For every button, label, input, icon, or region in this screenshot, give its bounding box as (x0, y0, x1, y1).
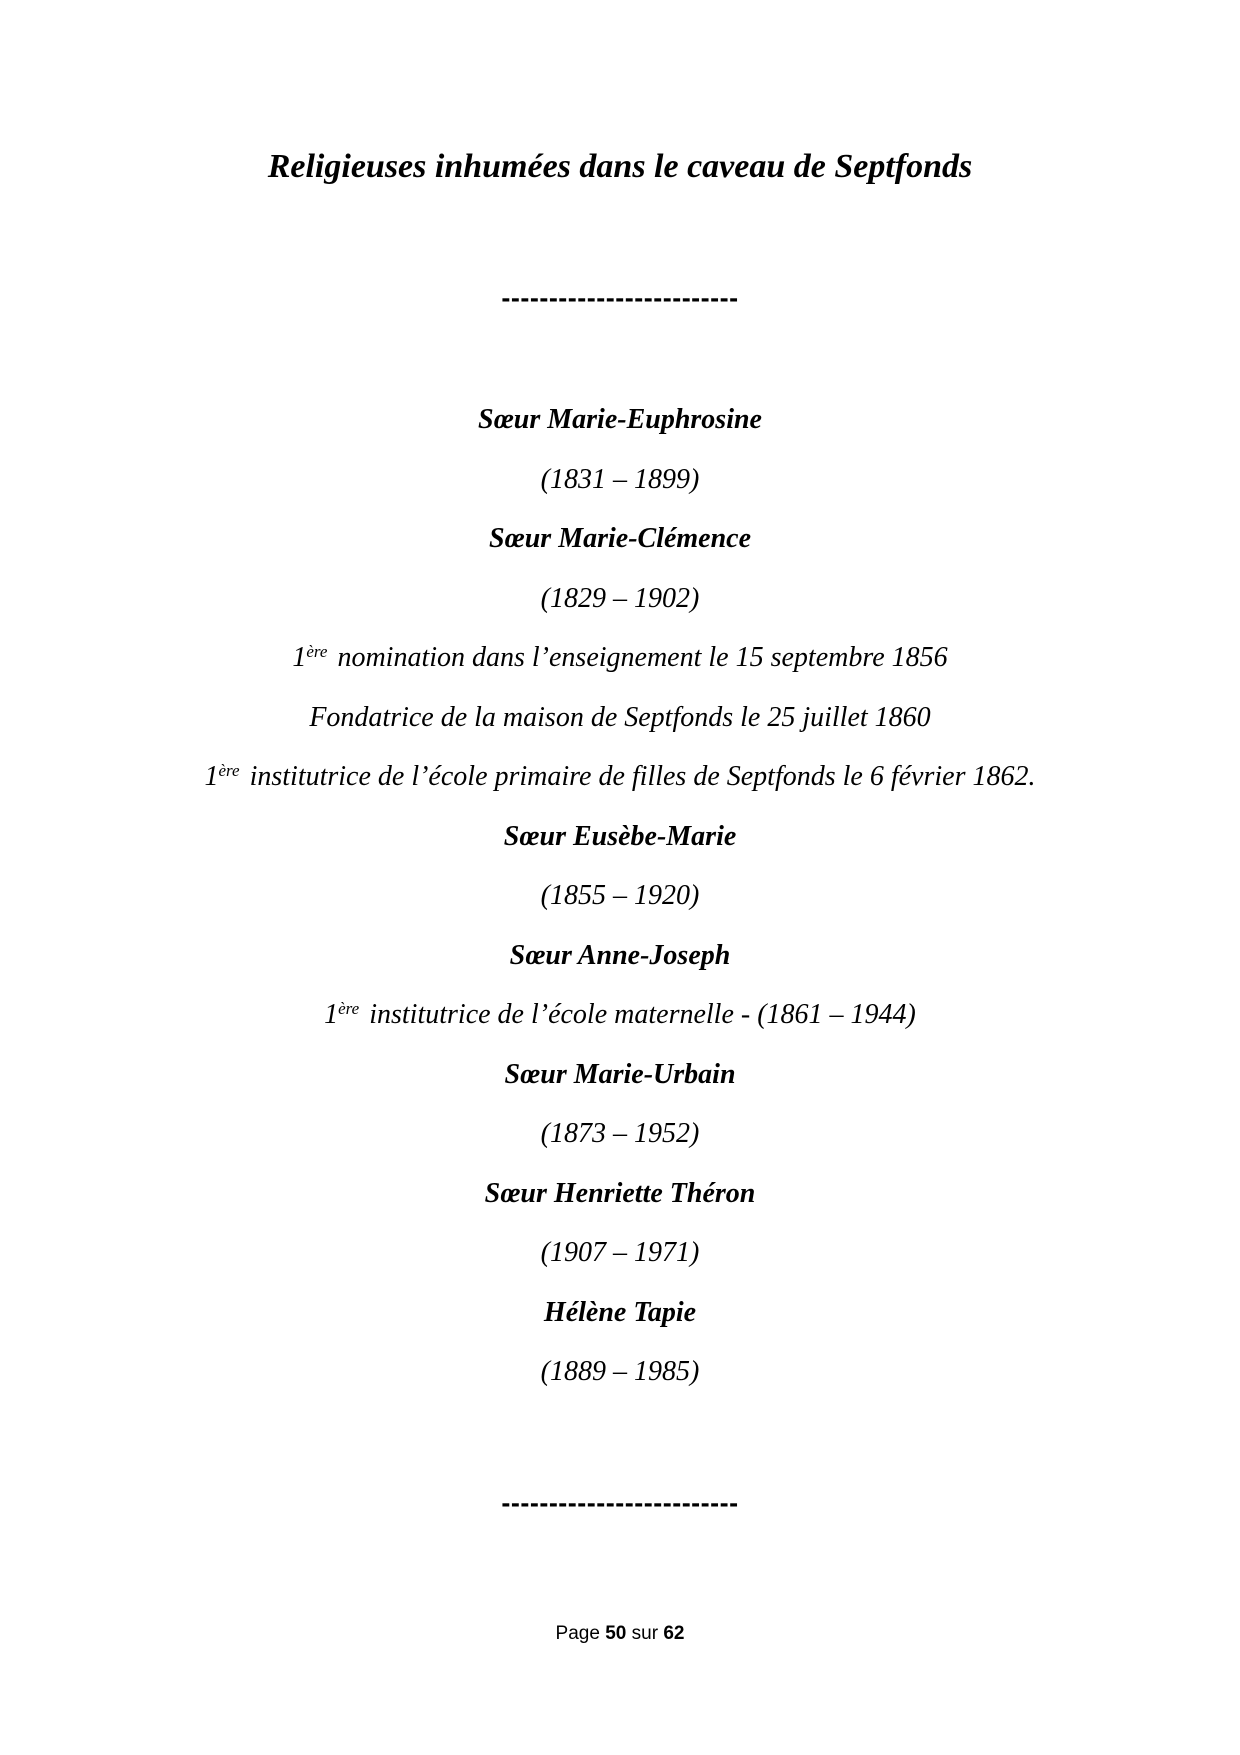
ordinal-number: 1 (204, 761, 219, 792)
ordinal-suffix: ère (306, 642, 328, 661)
entry-dates: (1907 – 1971) (540, 1237, 700, 1268)
entry-note (0, 756, 1240, 816)
entry-name: Sœur Anne-Joseph (509, 939, 731, 971)
page-footer (0, 1622, 1240, 1646)
entry-name: Sœur Eusèbe-Marie (503, 820, 737, 852)
page-title: Religieuses inhumées dans le caveau de Septfonds (267, 148, 973, 185)
separator-top: ------------------------- (501, 283, 739, 313)
total-pages: 62 (663, 1623, 685, 1644)
note-text: Fondatrice de la maison de Septfonds le 25 juillet 1860 (309, 701, 931, 733)
of-label: sur (631, 1623, 659, 1644)
page-number: 50 (605, 1623, 627, 1644)
entry-name: Hélène Tapie (543, 1296, 697, 1328)
note-text: nomination dans l’enseignement le 15 septembre 1856 (330, 642, 948, 673)
entry-dates: (1855 – 1920) (540, 880, 700, 911)
entry-note (0, 637, 1240, 697)
ordinal-suffix: ère (218, 761, 240, 780)
entry-note (0, 697, 1240, 757)
entry-name: Sœur Marie-Clémence (488, 523, 752, 554)
entry-name: Sœur Marie-Euphrosine (478, 404, 762, 435)
ordinal-number: 1 (324, 999, 339, 1030)
entry-name: Sœur Henriette Théron (484, 1177, 756, 1209)
entry-note (0, 994, 1240, 1054)
entry-dates: (1829 – 1902) (540, 582, 700, 614)
separator-bottom: ------------------------- (501, 1488, 739, 1518)
entry-dates: (1831 – 1899) (540, 463, 700, 495)
note-text: institutrice de l’école maternelle - (1861 – 1944) (362, 999, 916, 1030)
entries-list (0, 399, 1240, 1411)
entry-name: Sœur Marie-Urbain (504, 1058, 736, 1090)
entry-dates: (1889 – 1985) (540, 1356, 700, 1387)
entry-dates: (1873 – 1952) (540, 1118, 700, 1149)
ordinal-number: 1 (292, 642, 307, 673)
note-text: institutrice de l’école primaire de filles de Septfonds le 6 février 1862. (242, 761, 1036, 792)
ordinal-suffix: ère (338, 999, 360, 1018)
page-label: Page (555, 1623, 600, 1644)
